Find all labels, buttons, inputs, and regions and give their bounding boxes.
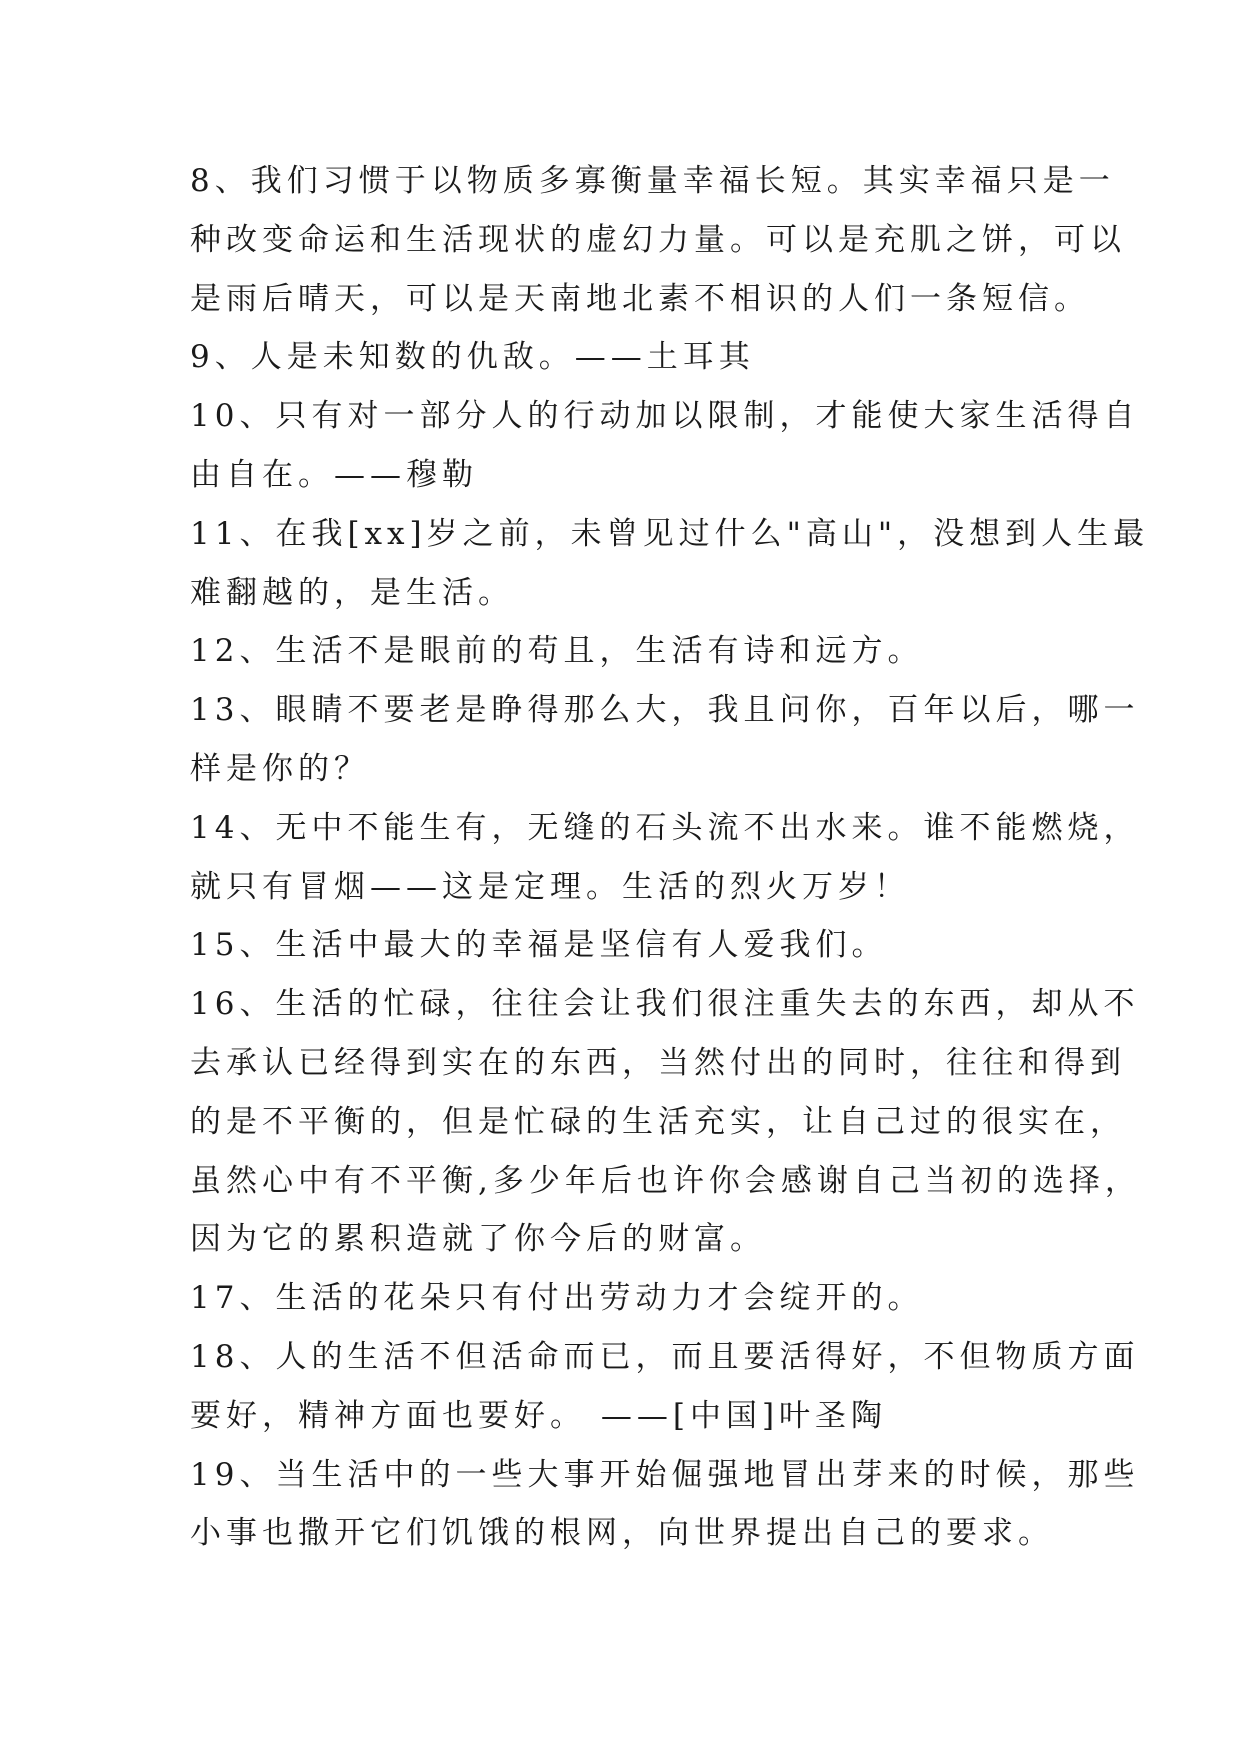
text-line: 16、生活的忙碌，往往会让我们很注重失去的东西，却从不 bbox=[190, 986, 1140, 1023]
text-line: 15、生活中最大的幸福是坚信有人爱我们。 bbox=[190, 927, 888, 964]
text-line: 种改变命运和生活现状的虚幻力量。可以是充肌之饼，可以 bbox=[190, 221, 1126, 258]
text-line: 8、我们习惯于以物质多寡衡量幸福长短。其实幸福只是一 bbox=[190, 163, 1115, 199]
text-line: 的是不平衡的，但是忙碌的生活充实，让自己过的很实在， bbox=[190, 1103, 1126, 1140]
document-body bbox=[190, 152, 1150, 1563]
text-line: 由自在。——穆勒 bbox=[190, 456, 478, 493]
text-line: 11、在我[xx]岁之前，未曾见过什么"高山"，没想到人生最 bbox=[190, 515, 1150, 552]
text-line: 19、当生活中的一些大事开始倔强地冒出芽来的时候，那些 bbox=[190, 1456, 1140, 1493]
text-line: 要好，精神方面也要好。 ——[中国]叶圣陶 bbox=[190, 1397, 888, 1434]
text-line: 小事也撒开它们饥饿的根网，向世界提出自己的要求。 bbox=[190, 1515, 1054, 1552]
text-line: 是雨后晴天，可以是天南地北素不相识的人们一条短信。 bbox=[190, 280, 1090, 317]
text-line: 17、生活的花朵只有付出劳动力才会绽开的。 bbox=[190, 1280, 924, 1317]
text-line: 9、人是未知数的仇敌。——土耳其 bbox=[190, 339, 755, 376]
text-line: 13、眼睛不要老是睁得那么大，我且问你，百年以后，哪一 bbox=[190, 692, 1140, 729]
text-line: 10、只有对一部分人的行动加以限制，才能使大家生活得自 bbox=[190, 398, 1140, 435]
text-line: 去承认已经得到实在的东西，当然付出的同时，往往和得到 bbox=[190, 1044, 1126, 1081]
text-line: 因为它的累积造就了你今后的财富。 bbox=[190, 1221, 766, 1258]
text-line: 14、无中不能生有，无缝的石头流不出水来。谁不能燃烧， bbox=[190, 809, 1140, 846]
text-line: 难翻越的，是生活。 bbox=[190, 574, 514, 611]
text-line: 虽然心中有不平衡,多少年后也许你会感谢自己当初的选择， bbox=[190, 1162, 1141, 1199]
text-line: 12、生活不是眼前的苟且，生活有诗和远方。 bbox=[190, 633, 924, 670]
text-line: 就只有冒烟——这是定理。生活的烈火万岁！ bbox=[190, 868, 910, 905]
text-line: 18、人的生活不但活命而已，而且要活得好，不但物质方面 bbox=[190, 1338, 1140, 1375]
text-line: 样是你的？ bbox=[190, 750, 370, 787]
